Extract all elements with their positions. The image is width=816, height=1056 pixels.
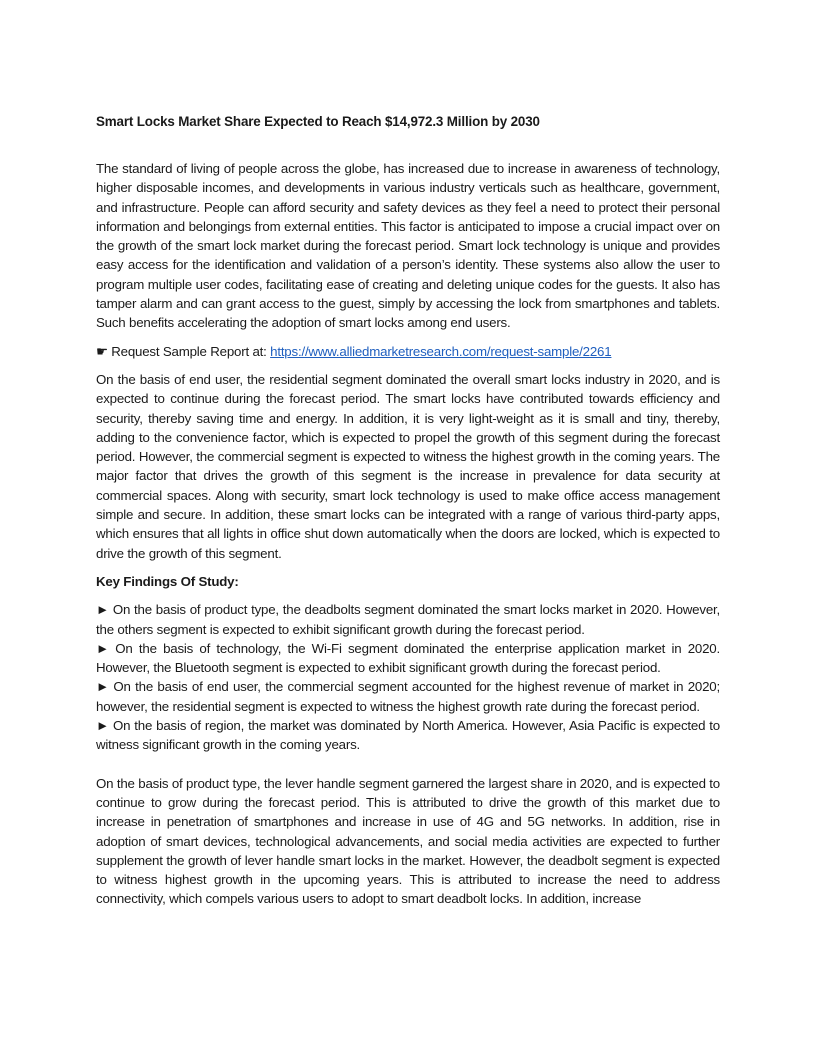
key-finding-text: On the basis of end user, the commercial segment accounted for the highest revenue of market in 2020; however, the residential segment is expected to witness the highest growth rate during the forecast period. [96,679,720,714]
key-finding-item [96,639,720,678]
key-finding-text: On the basis of technology, the Wi-Fi segment dominated the enterprise application market in 2020. However, the Bluetooth segment is expected to exhibit significant growth during the forecast period. [96,640,720,676]
paragraph-end-user: On the basis of end user, the residential segment dominated the overall smart locks industry in 2020, and is expected to continue during the forecast period. The smart locks have contributed towards efficiency and security, thereby saving time and energy. In addition, it is very light-weight as it is small and tiny, thereby, adding to the convenience factor, which is expected to propel the growth of this segment during the forecast period. However, the commercial segment is expected to witness the highest growth in the coming years. The major factor that drives the growth of this segment is the increase in prevalence for data security at commercial spaces. Along with security, smart lock technology is used to make office access management simple and secure. In addition, these smart locks can be integrated with a range of various third-party apps, which ensures that all lights in office shut down automatically when the doors are locked, which is expected to drive the growth of this segment. [96,371,720,561]
pointing-hand-icon: ☛ [96,343,108,359]
request-sample-link[interactable]: https://www.alliedmarketresearch.com/request-sample/2261 [270,343,612,359]
bullet-arrow-icon: ► [96,679,109,695]
bullet-arrow-icon: ► [96,718,109,734]
key-finding-item [96,600,720,639]
request-sample-label: Request Sample Report at: [111,343,271,359]
paragraph-intro: The standard of living of people across the globe, has increased due to increase in awareness of technology, higher disposable incomes, and developments in various industry verticals such as healthcare, government, and infrastructure. People can afford security and safety devices as they feel a need to protect their personal information and belongings from external entities. This factor is anticipated to impose a crucial impact over on the growth of the smart lock market during the forecast period. Smart lock technology is unique and provides easy access for the identification and validation of a person’s identity. These systems also allow the user to program multiple user codes, facilitating ease of creating and deleting unique codes for the guests. It also has tamper alarm and can grant access to the guest, simply by accessing the lock from smartphones and tablets. Such benefits accelerating the adoption of smart locks among end users. [96,161,720,331]
key-finding-item [96,716,720,755]
bullet-arrow-icon: ► [96,602,109,618]
request-sample-line [96,342,720,361]
paragraph-product-type: On the basis of product type, the lever handle segment garnered the largest share in 2020, and is expected to continue to grow during the forecast period. This is attributed to drive the growth of this market due to increase in penetration of smartphones and increase in use of 4G and 5G networks. In addition, rise in adoption of smart devices, technological advancements, and social media activities are expected to further supplement the growth of lever handle smart locks in the market. However, the deadbolt segment is expected to witness highest growth in the upcoming years. This is attributed to increase the need to address connectivity, which compels various users to adopt to smart deadbolt locks. In addition, increase [96,775,720,907]
document-page [96,112,720,918]
key-finding-text: On the basis of region, the market was dominated by North America. However, Asia Pacific is expected to witness significant growth in the coming years. [96,718,720,753]
document-title: Smart Locks Market Share Expected to Reach $14,972.3 Million by 2030 [96,114,540,129]
key-findings-list [96,600,720,754]
key-finding-item [96,677,720,716]
key-finding-text: On the basis of product type, the deadbolts segment dominated the smart locks market in 2020. However, the others segment is expected to exhibit significant growth during the forecast period. [96,602,720,637]
key-findings-heading: Key Findings Of Study: [96,573,239,589]
bullet-arrow-icon: ► [96,640,109,656]
